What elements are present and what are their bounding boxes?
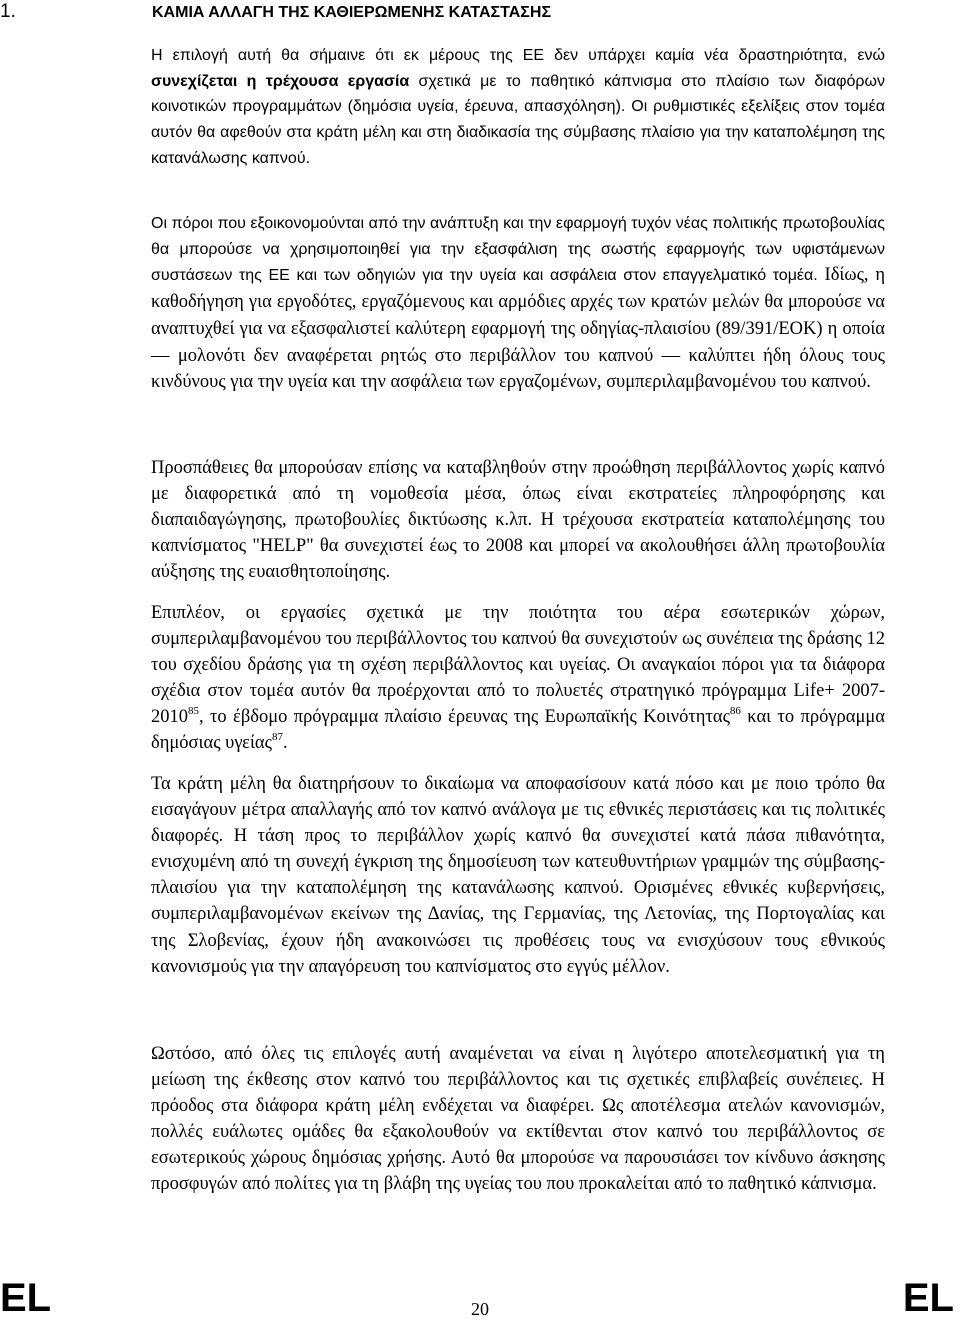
paragraph-current-work	[151, 43, 885, 172]
paragraph-text: Η επιλογή αυτή θα σήμαινε ότι εκ μέρους της ΕΕ δεν υπάρχει καμία νέα δραστηριότητα, ενώ	[151, 47, 885, 64]
paragraph-member-states: Τα κράτη μέλη θα διατηρήσουν το δικαίωμα να αποφασίσουν κατά πόσο και με ποιο τρόπο θα εισαγάγουν μέτρα απαλλαγής από τον καπνό ανάλογα με τις εθνικές περιστάσεις και τις πολιτικές διαφορές. Η τάση προς το περιβάλλον χωρίς καπνό θα συνεχιστεί κατά πάσα πιθανότητα, ενισχυμένη από τη συνεχή έγκριση της δημοσίευση των κατευθυντήριων γραμμών της σύμβασης-πλαισίου για την καταπολέμηση της κατανάλωσης καπνού. Ορισμένες εθνικές κυβερνήσεις, συμπεριλαμβανομένων εκείνων της Δανίας, της Γερμανίας, της Λετονίας, της Πορτογαλίας και της Σλοβενίας, έχουν ήδη ανακοινώσει τις προθέσεις τους να ενισχύσουν τους εθνικούς κανονισμούς για την απαγόρευση του καπνίσματος στο εγγύς μέλλον.	[151, 774, 885, 977]
paragraph-campaigns: Προσπάθειες θα μπορούσαν επίσης να καταβληθούν στην προώθηση περιβάλλοντος χωρίς καπνό με διαφορετικά από τη νομοθεσία μέσα, όπως είναι εκστρατείες πληροφόρησης και διαπαιδαγώγησης, πρωτοβουλίες δικτύωσης κ.λπ. Η τρέχουσα εκστρατεία καταπολέμησης του καπνίσματος "HELP" θα συνεχιστεί έως το 2008 και μπορεί να ακολουθήσει άλλη πρωτοβουλία αύξησης της ευαισθητοποίησης.	[151, 458, 885, 583]
paragraph-indoor-air	[151, 600, 885, 757]
paragraph-text: Επιπλέον, οι εργασίες σχετικά με την ποιότητα του αέρα εσωτερικών χώρων, συμπεριλαμβανομένου του περιβάλλοντος του καπνού θα συνεχιστούν ως συνέπεια της δράσης 12 του σχεδίου δράσης για τη σχέση περιβάλλοντος και υγείας. Οι αναγκαίοι πόροι για τα διάφορα σχέδια στον τομέα αυτόν θα προέρχονται από το πολυετές στρατηγικό πρόγραμμα Life+ 2007-2010	[151, 603, 885, 728]
paragraph-text: Οι πόροι που εξοικονομούνται από την ανάπτυξη και την εφαρμογή τυχόν νέας πολιτικής πρωτοβουλίας θα μπορούσε να χρησιμοποιηθεί για την εξασφάλιση της σωστής εφαρμογής των υφιστάμενων συστάσεων της ΕΕ και των οδηγιών για την υγεία και ασφάλεια στον επαγγελματικό τομέα.	[151, 215, 885, 285]
paragraph-text: , το έβδομο πρόγραμμα πλαίσιο έρευνας της Ευρωπαϊκής Κοινότητας	[199, 707, 730, 728]
section-title: ΚΑΜΙΑ ΑΛΛΑΓΗ ΤΗΣ ΚΑΘΙΕΡΩΜΕΝΗΣ ΚΑΤΑΣΤΑΣΗΣ	[152, 4, 552, 21]
page-number: 20	[471, 1299, 489, 1319]
footer-language-mark-left: EL	[0, 1276, 52, 1320]
section-number: 1.	[0, 1, 16, 22]
paragraph-text: Ιδίως, η καθοδήγηση για εργοδότες, εργαζόμενους και αρμόδιες αρχές των κρατών μελών θα μπορούσε να αναπτυχθεί για να εξασφαλιστεί καλύτερη εφαρμογή της οδηγίας-πλαισίου (89/391/ΕΟΚ) η οποία ― μολονότι δεν αναφέρεται ρητώς στο περιβάλλον του καπνού ― καλύπτει ήδη όλους τους κινδύνους για την υγεία και την ασφάλεια των εργαζομένων, συμπεριλαμβανομένου του καπνού.	[151, 265, 885, 393]
footnote-ref-86: 86	[729, 705, 741, 718]
footnote-ref-87: 87	[271, 731, 283, 744]
footer-language-mark-right: EL	[902, 1276, 954, 1320]
paragraph-text: και το πρόγραμμα δημόσιας υγείας	[151, 707, 885, 754]
emphasis-text: συνεχίζεται η τρέχουσα εργασία	[151, 72, 410, 90]
paragraph-resources	[151, 211, 885, 396]
paragraph-text: .	[282, 733, 288, 754]
footnote-ref-85: 85	[188, 705, 199, 718]
paragraph-conclusion: Ωστόσο, από όλες τις επιλογές αυτή αναμένεται να είναι η λιγότερο αποτελεσματική για τη μείωση της έκθεσης στον καπνό του περιβάλλοντος και τις σχετικές επιβλαβείς συνέπειες. Η πρόοδος στα διάφορα κράτη μέλη ενδέχεται να διαφέρει. Ως αποτέλεσμα ατελών κανονισμών, πολλές ευάλωτες ομάδες θα εξακολουθούν να εκτίθενται στον καπνό του περιβάλλοντος σε εσωτερικούς χώρους δημόσιας χρήσης. Αυτό θα μπορούσε να παρουσιάσει τον κίνδυνο άσκησης προσφυγών από πολίτες για τη βλάβη της υγείας του που προκαλείται από το παθητικό κάπνισμα.	[151, 1044, 885, 1195]
paragraph-text: σχετικά με το παθητικό κάπνισμα στο πλαίσιο των διαφόρων κοινοτικών προγραμμάτων (δημόσια υγεία, έρευνα, απασχόληση). Οι ρυθμιστικές εξελίξεις στον τομέα αυτόν θα αφεθούν στα κράτη μέλη και στη διαδικασία της σύμβασης πλαίσιο για την καταπολέμηση της κατανάλωσης καπνού.	[151, 72, 886, 167]
